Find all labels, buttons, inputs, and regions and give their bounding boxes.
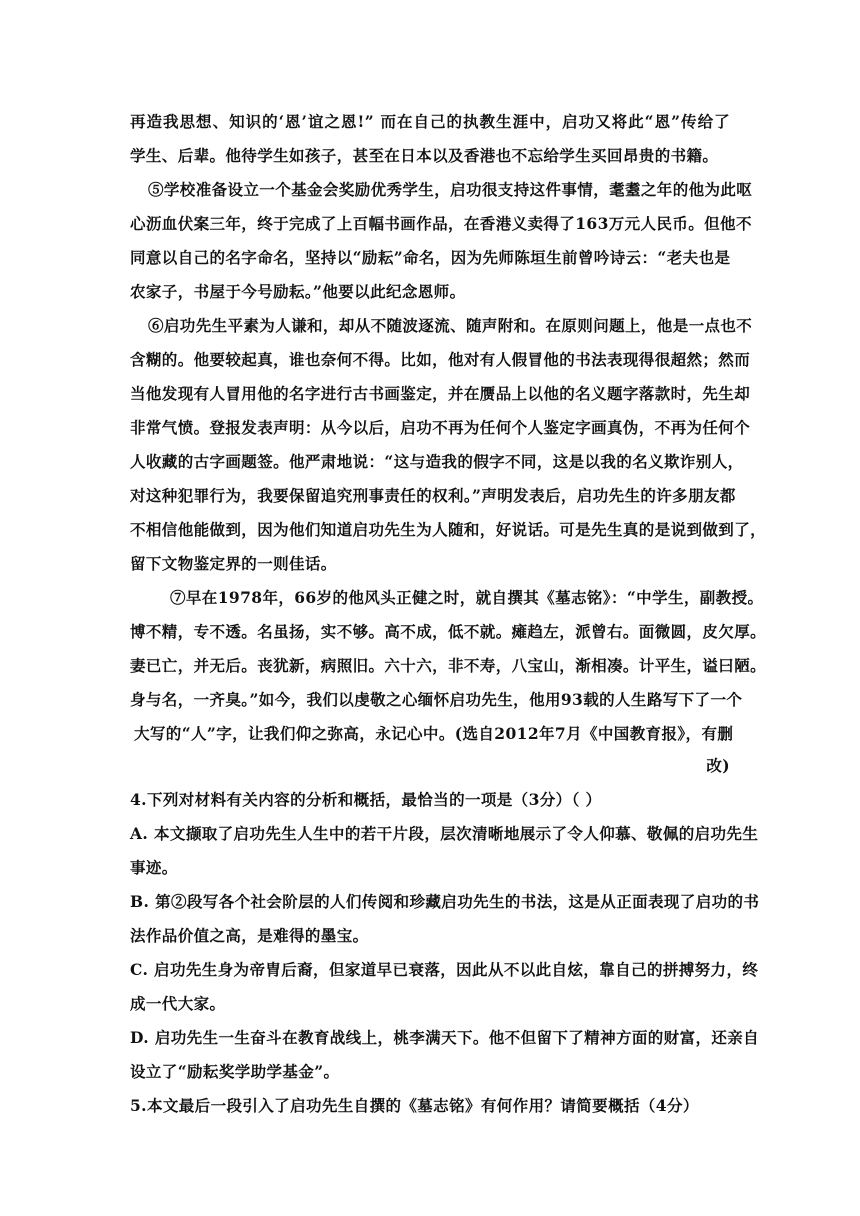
paragraph-5-start: ⑤学校准备设立一个基金会奖励优秀学生，启功很支持这件事情，耄耋之年的他为此呕 <box>148 180 753 199</box>
paragraph-6-start: ⑥启功先生平素为人谦和，却从不随波逐流、随声附和。在原则问题上，他是一点也不 <box>148 316 753 335</box>
text-line: 当他发现有人冒用他的名字进行古书画鉴定，并在赝品上以他的名义题字落款时，先生却 <box>130 384 751 403</box>
paragraph-7-start: ⑦早在1978年，66岁的他风头正健之时，就自撰其《墓志铭》：“中学生，副教授。 <box>170 588 764 607</box>
text-line: 大写的“人”字，让我们仰之弥高，永记心中。(选自2012年7月《中国教育报》，有删 <box>134 724 734 743</box>
text-line: 妻已亡，并无后。丧犹新，病照旧。六十六，非不寿，八宝山，渐相凑。计平生，谥曰陋。 <box>130 656 767 675</box>
question-4: 4.下列对材料有关内容的分析和概括，最恰当的一项是（3分）（ ） <box>130 790 602 809</box>
text-line: 博不精，专不透。名虽扬，实不够。高不成，低不就。瘫趋左，派曾右。面微圆，皮欠厚。 <box>130 622 767 641</box>
text-line: 留下文物鉴定界的一则佳话。 <box>130 554 337 573</box>
text-line: 不相信他能做到，因为他们知道启功先生为人随和，好说话。可是先生真的是说到做到了， <box>130 520 767 539</box>
text-line: 人收藏的古字画题签。他严肃地说：“这与造我的假字不同，这是以我的名义欺诈别人， <box>130 452 744 471</box>
question-5: 5.本文最后一段引入了启功先生自撰的《墓志铭》有何作用？请简要概括（4分） <box>130 1096 699 1115</box>
text-line: 心沥血伏案三年，终于完成了上百幅书画作品，在香港义卖得了163万元人民币。但他不 <box>130 214 752 233</box>
option-c: C. 启功先生身为帝胄后裔，但家道早已衰落，因此从不以此自炫，靠自己的拼搏努力，终 <box>130 960 759 979</box>
text-line: 农家子，书屋于今号励耘。”他要以此纪念恩师。 <box>130 282 466 301</box>
text-line: 法作品价值之高，是难得的墨宝。 <box>130 926 369 945</box>
option-a: A. 本文撷取了启功先生人生中的若干片段，层次清晰地展示了令人仰慕、敬佩的启功先生 <box>130 824 759 843</box>
text-line: 身与名，一齐臭。”如今，我们以虔敬之心缅怀启功先生，他用93载的人生路写下了一个 <box>130 690 743 709</box>
option-b: B. 第②段写各个社会阶层的人们传阅和珍藏启功先生的书法，这是从正面表现了启功的书 <box>130 892 760 911</box>
text-line: 成一代大家。 <box>130 994 226 1013</box>
text-line: 学生、后辈。他待学生如孩子，甚至在日本以及香港也不忘给学生买回昂贵的书籍。 <box>130 146 719 165</box>
text-line: 事迹。 <box>130 858 178 877</box>
text-line: 再造我思想、知识的‘恩’谊之恩!” 而在自己的执教生涯中，启功又将此“恩”传给了 <box>130 112 730 131</box>
text-line: 改) <box>706 756 730 775</box>
text-line: 设立了“励耘奖学助学基金”。 <box>130 1062 340 1081</box>
text-line: 对这种犯罪行为，我要保留追究刑事责任的权利。”声明发表后，启功先生的许多朋友都 <box>130 486 736 505</box>
option-d: D. 启功先生一生奋斗在教育战线上，桃李满天下。他不但留下了精神方面的财富，还亲自 <box>130 1028 760 1047</box>
text-line: 含糊的。他要较起真，谁也奈何不得。比如，他对有人假冒他的书法表现得很超然；然而 <box>130 350 751 369</box>
text-line: 非常气愤。登报发表声明：从今以后，启功不再为任何个人鉴定字画真伪，不再为任何个 <box>130 418 751 437</box>
text-line: 同意以自己的名字命名，坚持以“励耘”命名，因为先师陈垣生前曾吟诗云：“老夫也是 <box>130 248 731 267</box>
